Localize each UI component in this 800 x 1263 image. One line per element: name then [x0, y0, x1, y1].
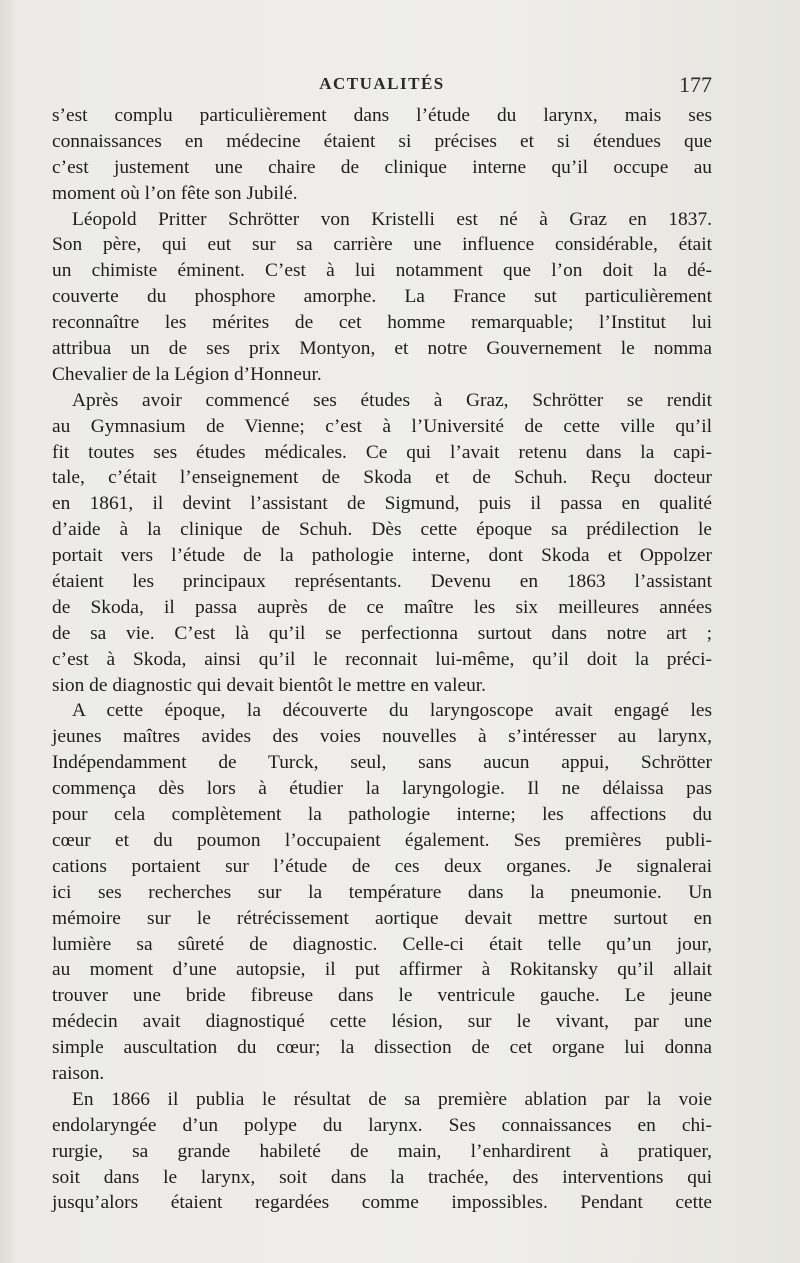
text-line: en 1861, il devint l’assistant de Sigmund, puis il passa en qualité [52, 493, 712, 515]
text-line: tale, c’était l’enseignement de Skoda et de Schuh. Reçu docteur [52, 467, 712, 489]
text-line: simple auscultation du cœur; la dissection de cet organe lui donna [52, 1037, 712, 1059]
text-line: jeunes maîtres avides des voies nouvelles à s’intéresser au larynx, [52, 726, 712, 748]
text-line: mémoire sur le rétrécissement aortique devait mettre surtout en [52, 907, 712, 929]
text-line: c’est justement une chaire de clinique interne qu’il occupe au [52, 156, 712, 178]
text-line: Chevalier de la Légion d’Honneur. [52, 363, 322, 385]
text-line: cations portaient sur l’étude de ces deux organes. Je signalerai [52, 855, 712, 877]
running-title: ACTUALITÉS [319, 74, 445, 93]
text-line: rurgie, sa grande habileté de main, l’enhardirent à pratiquer, [52, 1140, 712, 1162]
text-line: couverte du phosphore amorphe. La France sut particulièrement [52, 286, 712, 308]
body-text [52, 103, 712, 1216]
text-line: Indépendamment de Turck, seul, sans aucun appui, Schrötter [52, 752, 712, 774]
text-line: au Gymnasium de Vienne; c’est à l’Université de cette ville qu’il [52, 415, 712, 437]
text-line: Après avoir commencé ses études à Graz, Schrötter se rendit [72, 389, 712, 411]
text-line: fit toutes ses études médicales. Ce qui l’avait retenu dans la capi- [52, 441, 712, 463]
text-line: étaient les principaux représentants. Devenu en 1863 l’assistant [52, 571, 712, 593]
text-line: En 1866 il publia le résultat de sa première ablation par la voie [72, 1088, 712, 1110]
text-line: Son père, qui eut sur sa carrière une influence considérable, était [52, 234, 712, 256]
text-line: d’aide à la clinique de Schuh. Dès cette époque sa prédilection le [52, 519, 712, 541]
text-line: Léopold Pritter Schrötter von Kristelli est né à Graz en 1837. [72, 208, 712, 230]
text-line: connaissances en médecine étaient si précises et si étendues que [52, 130, 712, 152]
text-line: reconnaître les mérites de cet homme remarquable; l’Institut lui [52, 312, 712, 334]
text-line: au moment d’une autopsie, il put affirmer à Rokitansky qu’il allait [52, 959, 712, 981]
text-line: de Skoda, il passa auprès de ce maître les six meilleures années [52, 596, 712, 618]
text-line: soit dans le larynx, soit dans la trachée, des interventions qui [52, 1166, 712, 1188]
text-line: c’est à Skoda, ainsi qu’il le reconnait lui-même, qu’il doit la préci- [52, 648, 712, 670]
text-line: sion de diagnostic qui devait bientôt le mettre en valeur. [52, 674, 487, 696]
text-line: médecin avait diagnostiqué cette lésion, sur le vivant, par une [52, 1011, 712, 1033]
text-line: attribua un de ses prix Montyon, et notre Gouvernement le nomma [52, 338, 712, 360]
text-line: endolaryngée d’un polype du larynx. Ses connaissances en chi- [52, 1114, 712, 1136]
text-line: de sa vie. C’est là qu’il se perfectionna surtout dans notre art ; [52, 622, 712, 644]
text-line: moment où l’on fête son Jubilé. [52, 182, 298, 204]
text-line: jusqu’alors étaient regardées comme impossibles. Pendant cette [52, 1192, 712, 1214]
text-line: un chimiste éminent. C’est à lui notamment que l’on doit la dé- [52, 260, 712, 282]
text-line: pour cela complètement la pathologie interne; les affections du [52, 804, 712, 826]
text-line: portait vers l’étude de la pathologie interne, dont Skoda et Oppolzer [52, 545, 712, 567]
text-line: A cette époque, la découverte du laryngoscope avait engagé les [72, 700, 712, 722]
text-line: commença dès lors à étudier la laryngologie. Il ne délaissa pas [52, 778, 712, 800]
text-line: ici ses recherches sur la température dans la pneumonie. Un [52, 881, 712, 903]
text-line: cœur et du poumon l’occupaient également. Ses premières publi- [52, 829, 712, 851]
page-number: 177 [679, 72, 712, 97]
page-header [52, 70, 712, 100]
text-line: lumière sa sûreté de diagnostic. Celle-ci était telle qu’un jour, [52, 933, 712, 955]
text-line: s’est complu particulièrement dans l’étude du larynx, mais ses [52, 105, 712, 126]
text-line: trouver une bride fibreuse dans le ventricule gauche. Le jeune [52, 985, 712, 1007]
text-line: raison. [52, 1062, 105, 1084]
